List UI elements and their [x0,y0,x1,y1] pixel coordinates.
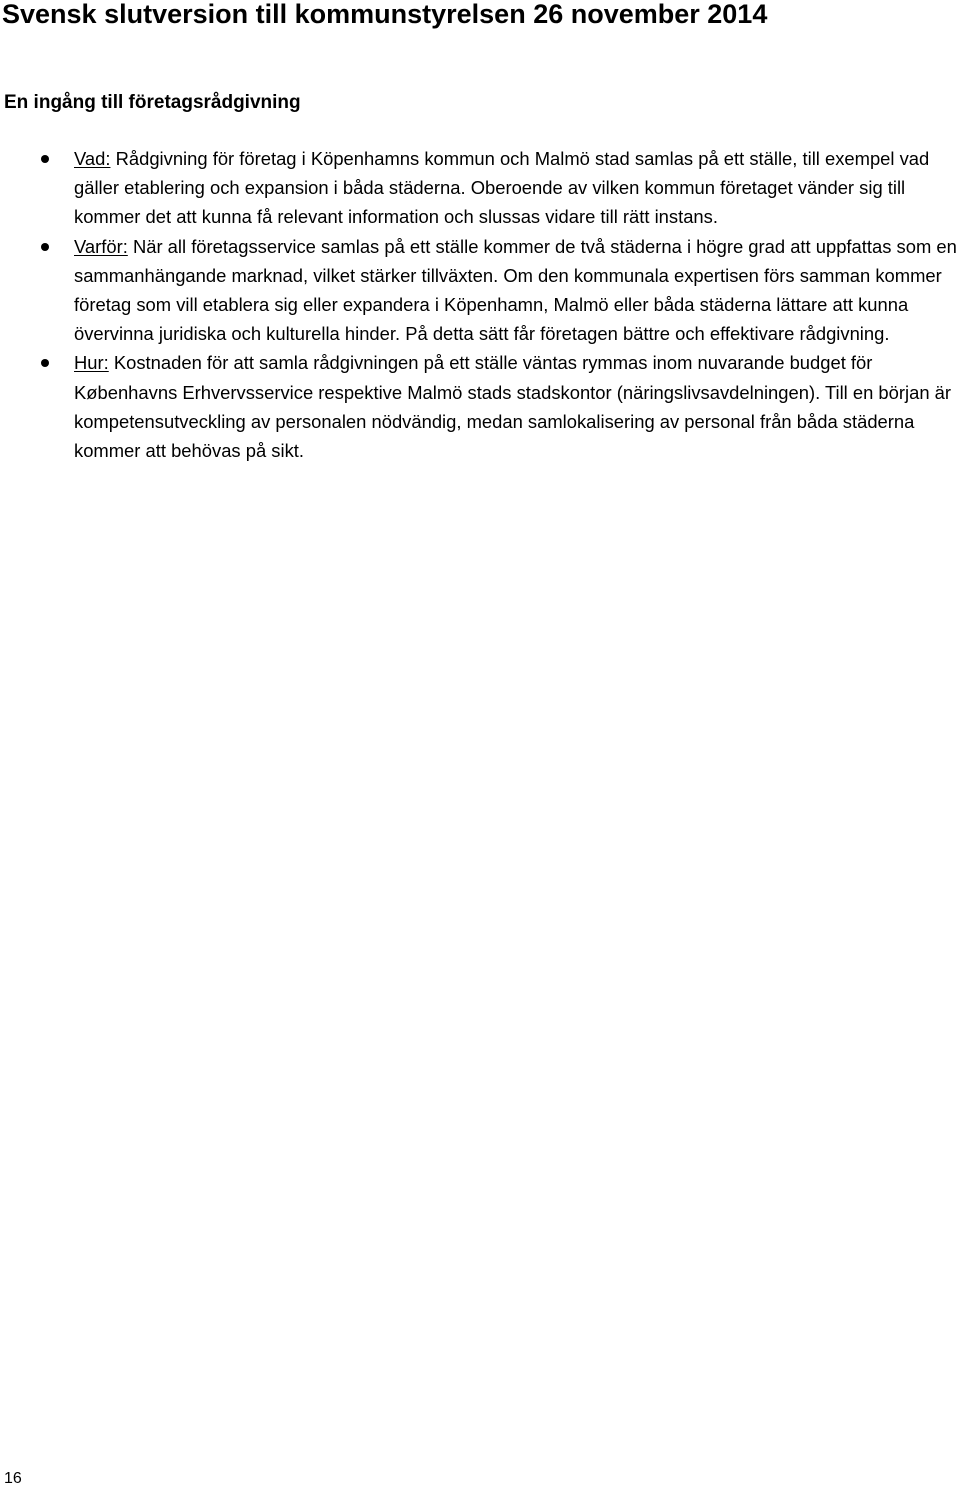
bullet-dot-icon [41,155,49,163]
bullet-text: Rådgivning för företag i Köpenhamns kommun och Malmö stad samlas på ett ställe, till exempel vad gäller etablering och expansion i båda städerna. Oberoende av vilken kommun företaget vänder sig till kommer det att kunna få relevant information och slussas vidare till rätt instans. [74,148,930,228]
bullet-label: Vad: [74,148,111,169]
page-number: 16 [4,1470,22,1487]
bullet-item-vad [0,144,960,232]
bullet-item-hur [0,348,960,465]
bullet-label: Varför: [74,235,128,257]
section-heading: En ingång till företagsrådgivning [4,92,301,113]
page-title: Svensk slutversion till kommunstyrelsen 26 november 2014 [2,0,768,29]
bullet-dot-icon [41,359,49,367]
bullet-list [0,144,960,465]
bullet-item-varfor [0,232,960,349]
bullet-label: Hur: [74,352,109,374]
bullet-text: När all företagsservice samlas på ett ställe kommer de två städerna i högre grad att uppfattas som en sammanhängande marknad, vilket stärker tillväxten. Om den kommunala expertisen förs samman kommer företag som vill etablera sig eller expandera i Köpenhamn, Malmö eller båda städerna lättare att kunna övervinna juridiska och kulturella hinder. På detta sätt får företagen bättre och effektivare rådgivning. [74,235,957,345]
bullet-text: Kostnaden för att samla rådgivningen på ett ställe väntas rymmas inom nuvarande budget för Københavns Erhvervsservice respektive Malmö stads stadskontor (näringslivsavdelningen). Till en början är kompetensutveckling av personalen nödvändig, medan samlokalisering av personal från båda städerna kommer att behövas på sikt. [74,352,952,462]
bullet-dot-icon [41,243,49,251]
